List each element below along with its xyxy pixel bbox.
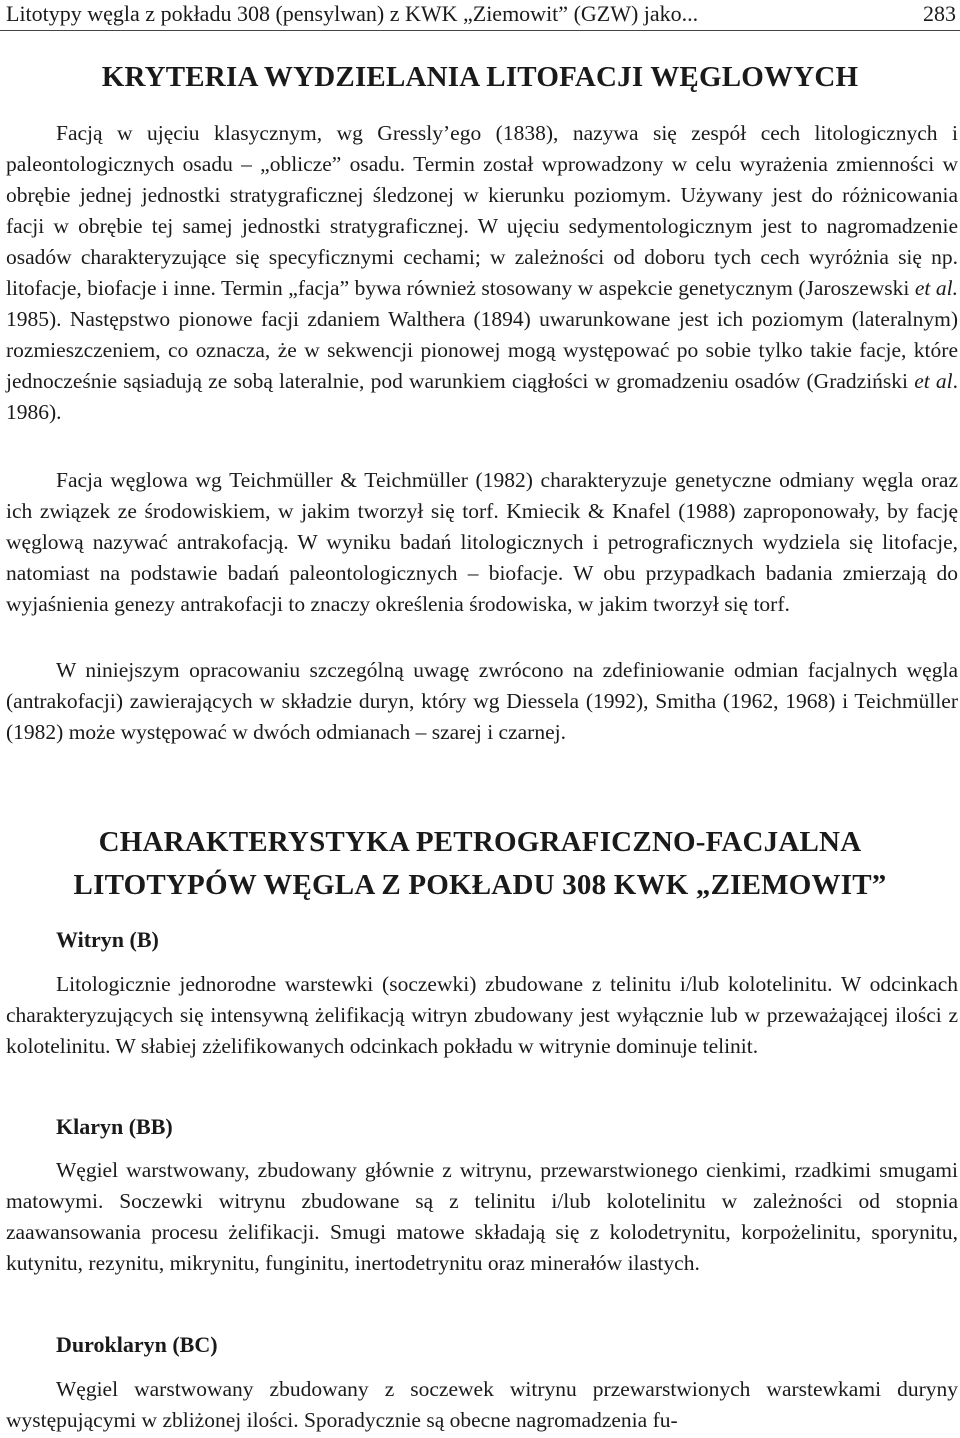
citation-et-al: et al. [914,276,958,300]
running-head-title: Litotypy węgla z pokładu 308 (pensylwan) z KWK „Ziemowit” (GZW) jako... [6,1,699,26]
section-heading-kryteria: KRYTERIA WYDZIELANIA LITOFACJI WĘGLOWYCH [101,61,859,93]
paragraph-text: Facją w ujęciu klasycznym, wg Gressly’ego (1838), nazywa się zespół cech litologicznych i paleontologicznych osadu – „oblicze” osadu. Termin został wprowadzony w celu wyrażenia zmienności w obrębie jednej jednostki stratygraficznej śledzonej w kierunku poziomym. Używany jest do różnicowania facji w obrębie tej samej jednostki stratygraficznej. W ujęciu sedymentologicznym jest to nagromadzenie osadów charakteryzujące się specyficznymi cechami; w zależności od doboru tych cech wyróżnia się np. litofacje, biofacje i inne. Termin „facja” bywa również stosowany w aspekcie genetycznym (Jaroszewski [6,121,958,300]
paragraph-duroklaryn: Węgiel warstwowany zbudowany z soczewek witrynu przewarstwionych warstewkami duryny występującymi w zbliżonej ilości. Sporadycznie są obecne nagromadzenia fu- [6,1377,958,1432]
running-head [0,0,960,31]
subheading-duroklaryn: Duroklaryn (BC) [56,1332,218,1357]
paragraph-facja-definition [6,118,958,428]
paragraph-niniejsze-opracowanie: W niniejszym opracowaniu szczególną uwagę zwrócono na zdefiniowanie odmian facjalnych węgla (antrakofacji) zawierających w składzie duryn, który wg Diessela (1992), Smitha (1962, 1968) i Teichmüller (1982) może występować w dwóch odmianach – szarej i czarnej. [6,658,958,744]
citation-et-al: et al [914,369,953,393]
paragraph-facja-weglowa: Facja węglowa wg Teichmüller & Teichmüller (1982) charakteryzuje genetyczne odmiany węgla oraz ich związek ze środowiskiem, w jakim tworzył się torf. Kmiecik & Knafel (1988) zaproponowały, by fację węglową nazywać antrakofacją. W wyniku badań litologicznych i petrograficznych wydziela się litofacje, natomiast na podstawie badań paleontologicznych – biofacje. W obu przypadkach badania zmierzają do wyjaśnienia genezy antrakofacji to znaczy określenia środowiska, w jakim tworzył się torf. [6,468,958,616]
paragraph-text: 1985). Następstwo pionowe facji zdaniem Walthera (1894) uwarunkowane jest ich poziomym (lateralnym) rozmieszczeniem, co oznacza, że w sekwencji pionowej mogą występować po sobie tylko takie facje, które jednocześnie sąsiadują ze sobą lateralnie, pod warunkiem ciągłości w gromadzeniu osadów (Gradziński [6,307,958,393]
subheading-witryn: Witryn (B) [56,927,159,952]
paragraph-witryn: Litologicznie jednorodne warstewki (soczewki) zbudowane z telinitu i/lub kolotelinitu. W odcinkach charakteryzujących się intensywną żelifikacją witryn zbudowany jest wyłącznie lub w przeważającej ilości z kolotelinitu. W słabiej zżelifikowanych odcinkach pokładu w witrynie dominuje telinit. [6,972,958,1058]
paragraph-klaryn: Węgiel warstwowany, zbudowany głównie z witrynu, przewarstwionego cienkimi, rzadkimi smugami matowymi. Soczewki witrynu zbudowane są z telinitu i/lub kolotelinitu w zależności od stopnia zaawansowania procesu żelifikacji. Smugi matowe składają się z kolodetrynitu, korpożelinitu, sporynitu, kutynitu, rezynitu, mikrynitu, funginitu, inertodetrynitu oraz minerałów ilastych. [6,1158,958,1275]
paragraph-text: . 1986). [6,369,958,424]
page-number: 283 [923,1,956,26]
subheading-klaryn: Klaryn (BB) [56,1114,173,1139]
section-heading-charakterystyka-line2: LITOTYPÓW WĘGLA Z POKŁADU 308 KWK „ZIEMOWIT” [73,869,887,901]
section-heading-charakterystyka-line1: CHARAKTERYSTYKA PETROGRAFICZNO-FACJALNA [98,826,862,858]
